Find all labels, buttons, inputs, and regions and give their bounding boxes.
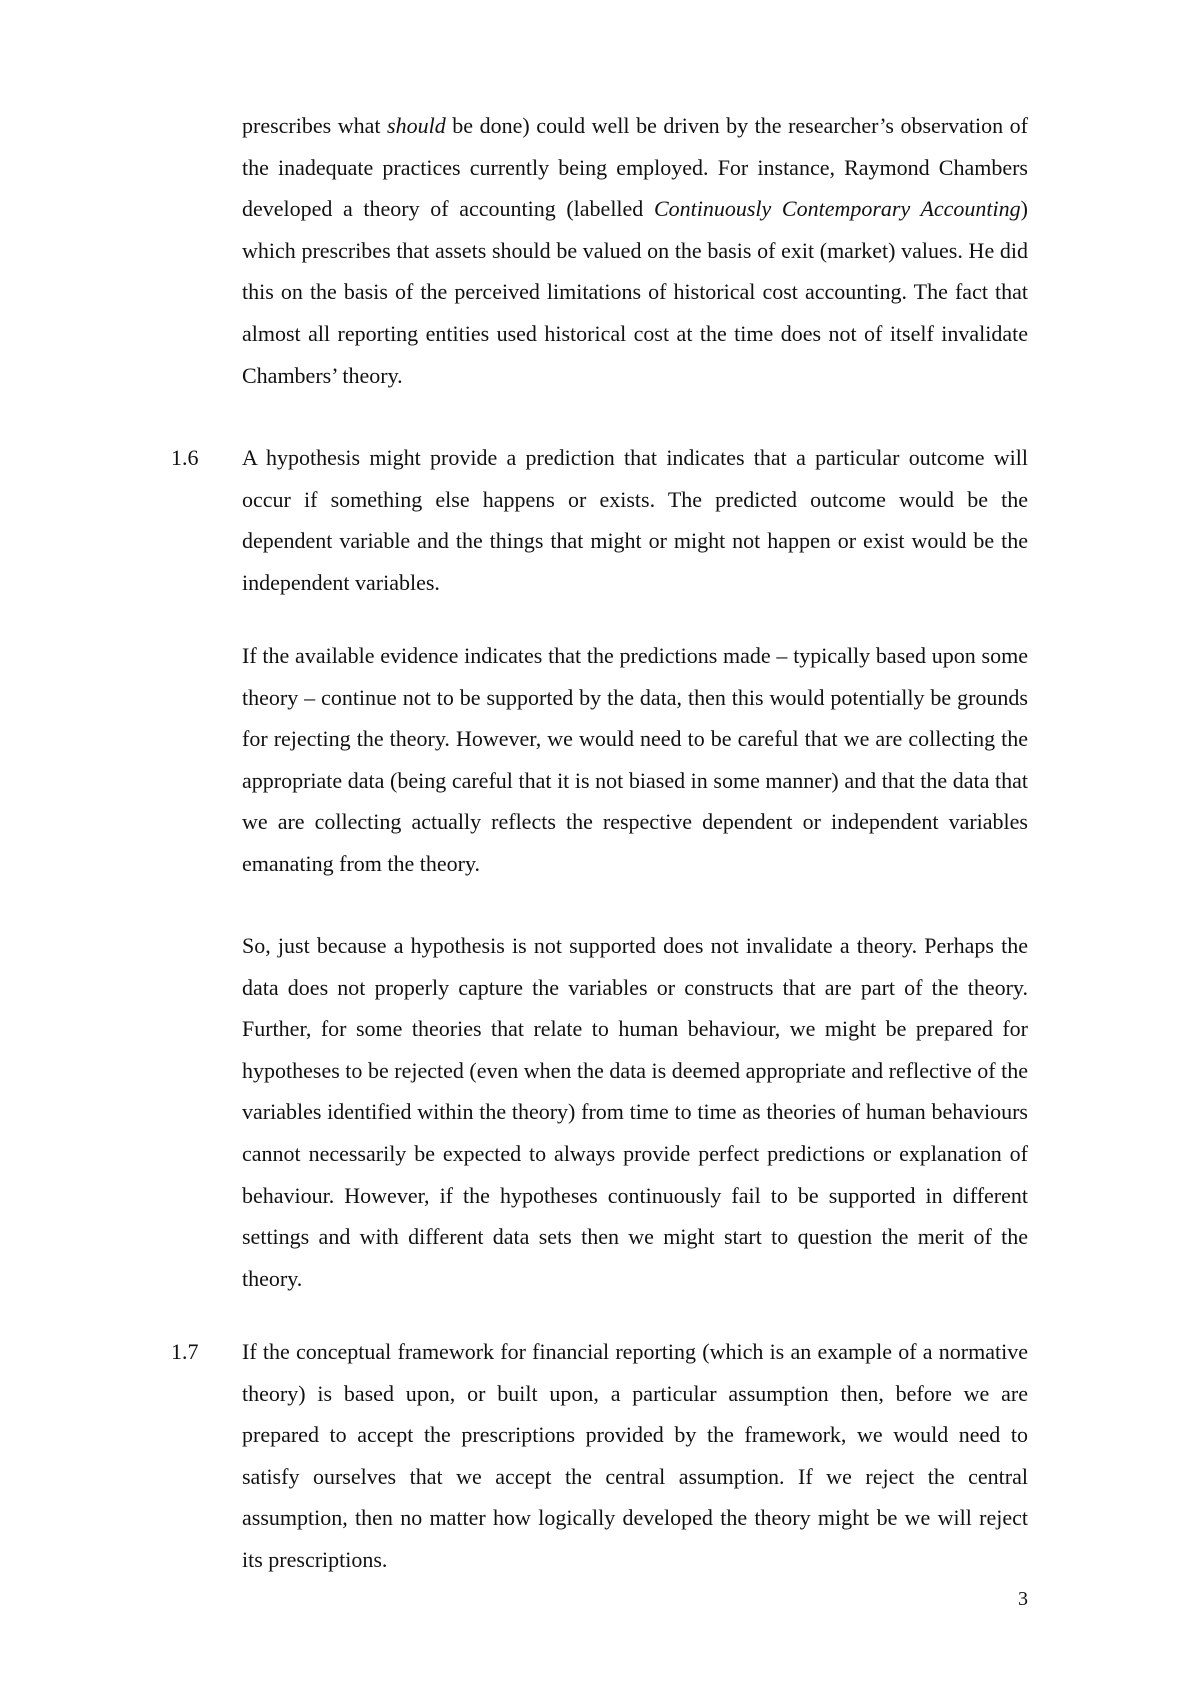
emphasis-cca: Continuously Contemporary Accounting [653, 196, 1021, 222]
paragraph-1-6-c: So, just because a hypothesis is not supported does not invalidate a theory. Perhaps the data does not properly capture the variables or constructs that are part of the theory. Further, for some theories that relate to human behaviour, we might be prepared for hypotheses to be rejected (even when the data is deemed appropriate and reflective of the variables identified within the theory) from time to time as theories of human behaviours cannot necessarily be expected to always provide perfect predictions or explanation of behaviour. However, if the hypotheses continuously fail to be supported in different settings and with different data sets then we might start to question the merit of the theory. [242, 933, 1028, 1291]
text-run: prescribes what [242, 113, 388, 138]
emphasis-should: should [387, 113, 446, 138]
paragraph-continuation [242, 105, 1028, 396]
text-run: be done) could well be driven by the researcher’s observation of the inadequate practices currently being employed. For instance, Raymond Chambers developed a theory of accounting (labelled [242, 113, 1028, 222]
text-run: ) which prescribes that assets should be valued on the basis of exit (market) values. He did this on the basis of the perceived limitations of historical cost accounting. The fact that almost all reporting entities used historical cost at the time does not of itself invalidate Chambers’ theory. [242, 196, 1028, 388]
paragraph-1-6-a: A hypothesis might provide a prediction that indicates that a particular outcome will occur if something else happens or exists. The predicted outcome would be the dependent variable and the things that might or might not happen or exist would be the independent variables. [242, 445, 1028, 595]
section-number-1-7: 1.7 [171, 1339, 199, 1364]
paragraph-1-7: If the conceptual framework for financial reporting (which is an example of a normative theory) is based upon, or built upon, a particular assumption then, before we are prepared to accept the prescriptions provided by the framework, we would need to satisfy ourselves that we accept the central assumption. If we reject the central assumption, then no matter how logically developed the theory might be we will reject its prescriptions. [242, 1339, 1028, 1572]
paragraph-1-6-b: If the available evidence indicates that the predictions made – typically based upon some theory – continue not to be supported by the data, then this would potentially be grounds for rejecting the theory. However, we would need to be careful that we are collecting the appropriate data (being careful that it is not biased in some manner) and that the data that we are collecting actually reflects the respective dependent or independent variables emanating from the theory. [242, 643, 1028, 876]
page-number: 3 [1018, 1588, 1028, 1610]
section-number-1-6: 1.6 [171, 445, 199, 470]
